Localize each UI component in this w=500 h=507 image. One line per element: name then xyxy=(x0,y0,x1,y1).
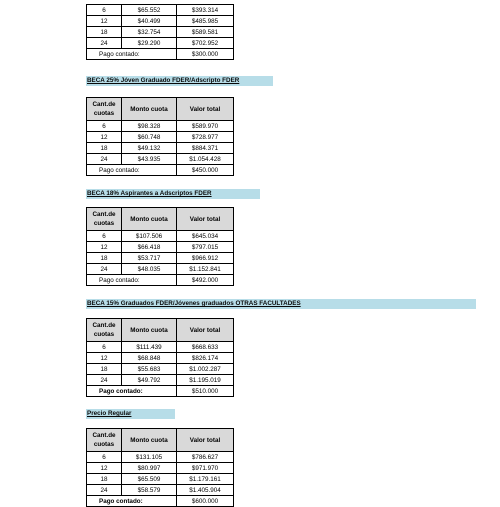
monto-cell: $60.748 xyxy=(122,132,177,143)
valor-cell: $645.034 xyxy=(177,231,234,242)
table-row xyxy=(87,264,234,275)
monto-cell: $66.418 xyxy=(122,242,177,253)
pago-contado-label: Pago contado: xyxy=(87,49,177,60)
header-monto: Monto cuota xyxy=(122,98,177,121)
pago-contado-value: $492.000 xyxy=(177,275,234,286)
table-row xyxy=(87,16,234,27)
cuotas-cell: 6 xyxy=(87,5,122,16)
monto-cell: $58.579 xyxy=(122,485,177,496)
cuotas-cell: 12 xyxy=(87,353,122,364)
valor-cell: $1.405.904 xyxy=(177,485,234,496)
table-row xyxy=(87,27,234,38)
pago-contado-row xyxy=(87,275,234,286)
cuotas-cell: 6 xyxy=(87,121,122,132)
table-row xyxy=(87,5,234,16)
cuotas-cell: 6 xyxy=(87,342,122,353)
pago-contado-label: Pago contado: xyxy=(87,386,177,397)
valor-cell: $589.581 xyxy=(177,27,234,38)
pago-contado-label: Pago contado: xyxy=(87,275,177,286)
cuotas-cell: 12 xyxy=(87,16,122,27)
table-row xyxy=(87,38,234,49)
table-row xyxy=(87,452,234,463)
valor-cell: $826.174 xyxy=(177,353,234,364)
table-row xyxy=(87,364,234,375)
valor-cell: $971.970 xyxy=(177,463,234,474)
table-row xyxy=(87,375,234,386)
valor-cell: $884.371 xyxy=(177,143,234,154)
header-cuotas: Cant.de cuotas xyxy=(87,208,122,231)
header-monto: Monto cuota xyxy=(122,208,177,231)
monto-cell: $98.328 xyxy=(122,121,177,132)
pago-contado-label: Pago contado: xyxy=(87,496,177,507)
valor-cell: $1.054.428 xyxy=(177,154,234,165)
price-table-beca-15 xyxy=(86,318,234,397)
valor-cell: $485.985 xyxy=(177,16,234,27)
valor-cell: $702.952 xyxy=(177,38,234,49)
section-title: Precio Regular xyxy=(86,409,175,419)
pago-contado-row xyxy=(87,49,234,60)
cuotas-cell: 24 xyxy=(87,154,122,165)
table-row xyxy=(87,242,234,253)
valor-cell: $728.977 xyxy=(177,132,234,143)
cuotas-cell: 18 xyxy=(87,27,122,38)
pago-contado-value: $300.000 xyxy=(177,49,234,60)
monto-cell: $111.439 xyxy=(122,342,177,353)
monto-cell: $48.035 xyxy=(122,264,177,275)
table-header-row xyxy=(87,98,234,121)
monto-cell: $65.552 xyxy=(122,5,177,16)
pago-contado-value: $450.000 xyxy=(177,165,234,176)
table-row xyxy=(87,154,234,165)
pago-contado-value: $600.000 xyxy=(177,496,234,507)
table-row xyxy=(87,474,234,485)
table-row xyxy=(87,253,234,264)
valor-cell: $668.633 xyxy=(177,342,234,353)
monto-cell: $131.105 xyxy=(122,452,177,463)
cuotas-cell: 12 xyxy=(87,242,122,253)
pago-contado-row xyxy=(87,165,234,176)
cuotas-cell: 6 xyxy=(87,452,122,463)
monto-cell: $49.132 xyxy=(122,143,177,154)
cuotas-cell: 18 xyxy=(87,143,122,154)
cuotas-cell: 6 xyxy=(87,231,122,242)
monto-cell: $65.509 xyxy=(122,474,177,485)
header-valor: Valor total xyxy=(177,98,234,121)
cuotas-cell: 12 xyxy=(87,463,122,474)
valor-cell: $786.627 xyxy=(177,452,234,463)
monto-cell: $29.290 xyxy=(122,38,177,49)
table-row xyxy=(87,231,234,242)
cuotas-cell: 24 xyxy=(87,485,122,496)
monto-cell: $68.848 xyxy=(122,353,177,364)
header-cuotas: Cant.de cuotas xyxy=(87,429,122,452)
table-row xyxy=(87,143,234,154)
header-monto: Monto cuota xyxy=(122,319,177,342)
valor-cell: $1.195.019 xyxy=(177,375,234,386)
monto-cell: $80.997 xyxy=(122,463,177,474)
table-row xyxy=(87,342,234,353)
price-table-beca-18 xyxy=(86,207,234,286)
pago-contado-value: $510.000 xyxy=(177,386,234,397)
monto-cell: $53.717 xyxy=(122,253,177,264)
table-header-row xyxy=(87,429,234,452)
pago-contado-row xyxy=(87,386,234,397)
monto-cell: $107.506 xyxy=(122,231,177,242)
pago-contado-label: Pago contado: xyxy=(87,165,177,176)
valor-cell: $797.015 xyxy=(177,242,234,253)
table-row xyxy=(87,132,234,143)
header-valor: Valor total xyxy=(177,319,234,342)
valor-cell: $1.179.161 xyxy=(177,474,234,485)
cuotas-cell: 18 xyxy=(87,474,122,485)
monto-cell: $55.683 xyxy=(122,364,177,375)
valor-cell: $1.152.841 xyxy=(177,264,234,275)
table-row xyxy=(87,353,234,364)
cuotas-cell: 18 xyxy=(87,364,122,375)
header-cuotas: Cant.de cuotas xyxy=(87,319,122,342)
header-valor: Valor total xyxy=(177,208,234,231)
section-title: BECA 15% Graduados FDER/Jóvenes graduados OTRAS FACULTADES xyxy=(86,299,476,309)
table-row xyxy=(87,463,234,474)
monto-cell: $49.792 xyxy=(122,375,177,386)
cuotas-cell: 24 xyxy=(87,38,122,49)
pago-contado-row xyxy=(87,496,234,507)
valor-cell: $589.970 xyxy=(177,121,234,132)
table-row xyxy=(87,121,234,132)
cuotas-cell: 12 xyxy=(87,132,122,143)
table-row xyxy=(87,485,234,496)
section-title: BECA 18% Aspirantes a Adscriptos FDER xyxy=(86,189,260,199)
cuotas-cell: 24 xyxy=(87,375,122,386)
header-cuotas: Cant.de cuotas xyxy=(87,98,122,121)
table-header-row xyxy=(87,208,234,231)
price-table-precio-regular xyxy=(86,428,234,507)
table-header-row xyxy=(87,319,234,342)
section-title: BECA 25% Jóven Graduado FDER/Adscripto FDER xyxy=(86,76,273,86)
cuotas-cell: 18 xyxy=(87,253,122,264)
monto-cell: $32.754 xyxy=(122,27,177,38)
monto-cell: $40.499 xyxy=(122,16,177,27)
header-monto: Monto cuota xyxy=(122,429,177,452)
monto-cell: $43.935 xyxy=(122,154,177,165)
valor-cell: $966.912 xyxy=(177,253,234,264)
header-valor: Valor total xyxy=(177,429,234,452)
cuotas-cell: 24 xyxy=(87,264,122,275)
price-table-top xyxy=(86,4,234,60)
valor-cell: $1.002.287 xyxy=(177,364,234,375)
price-table-beca-25 xyxy=(86,97,234,176)
valor-cell: $393.314 xyxy=(177,5,234,16)
